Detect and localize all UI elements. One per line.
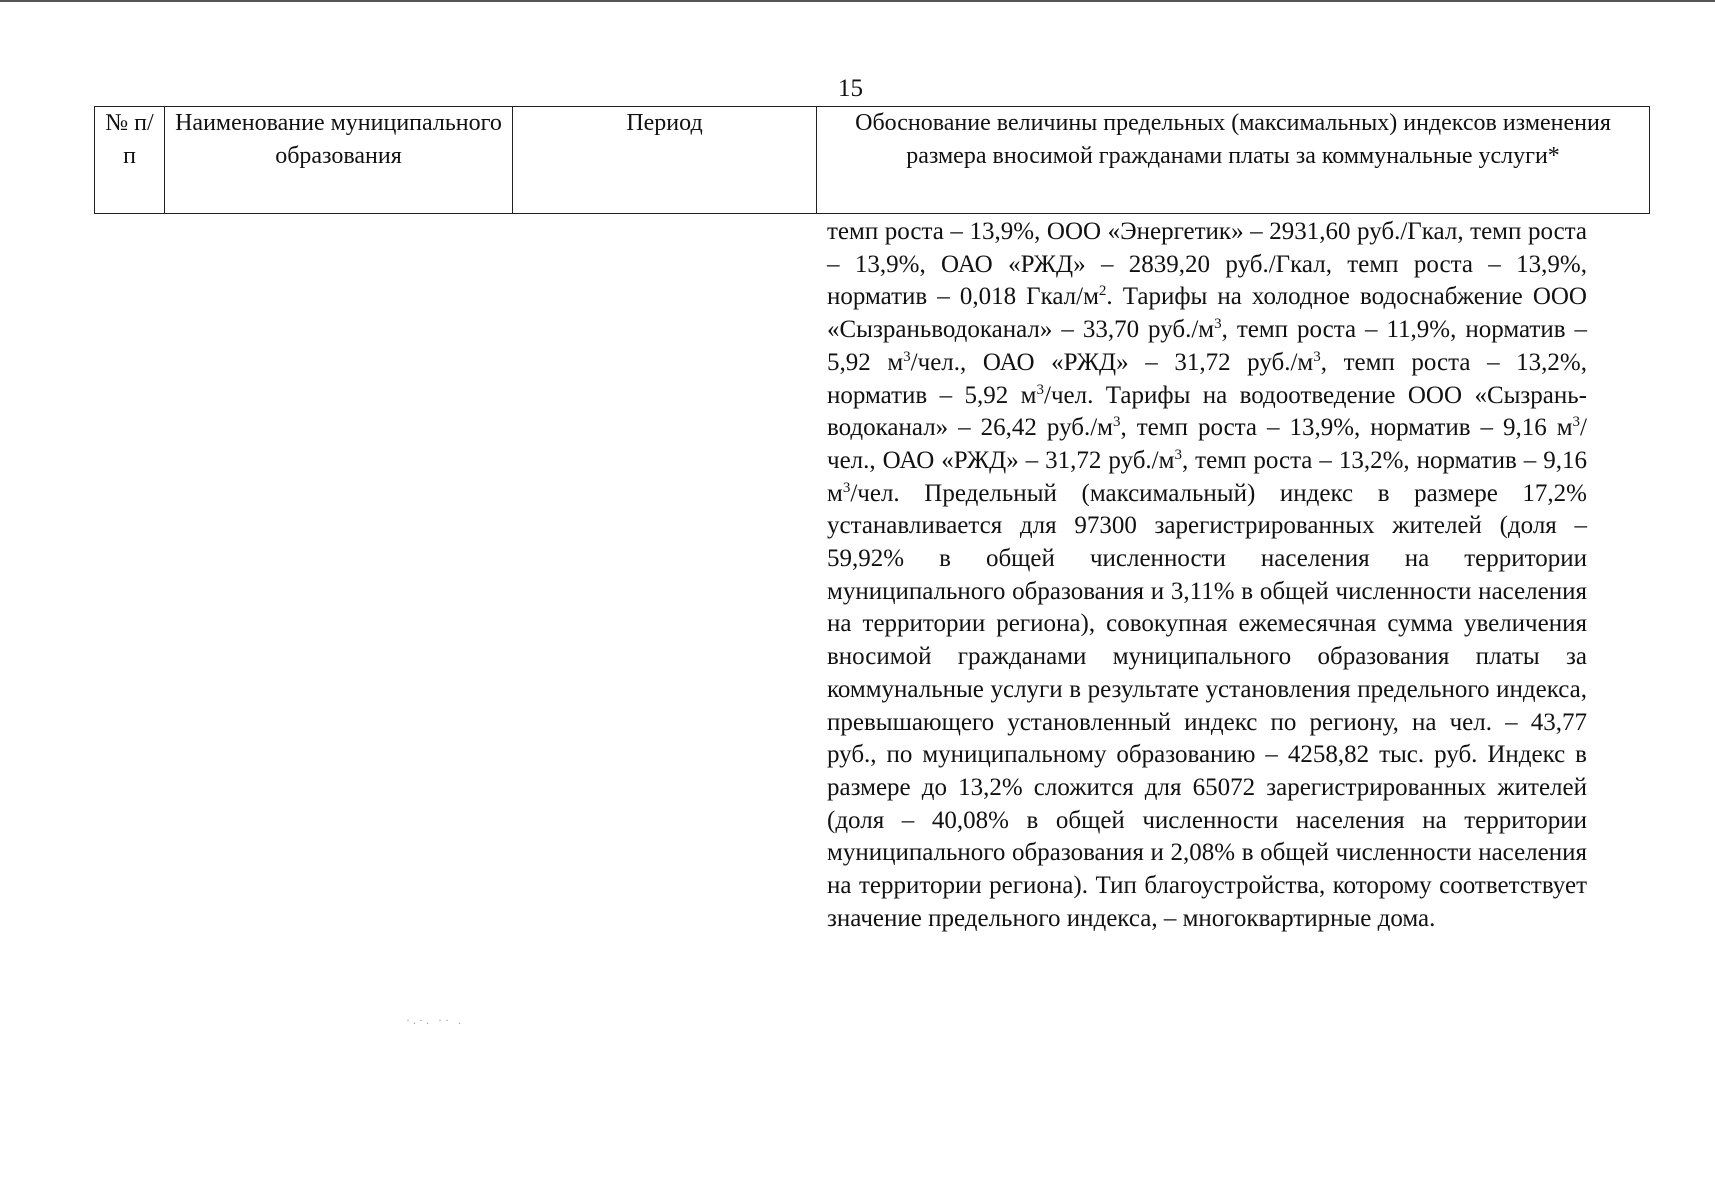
text-segment: /чел. Тарифы на водоотведение ООО «Сызраньводоканал» – 26,42 руб./м: [827, 381, 1587, 442]
text-segment: , темп роста – 11,9%, норматив – 5,92 м: [827, 316, 1588, 376]
header-cell-period: Период: [513, 107, 817, 214]
text-segment: /чел., ОАО «РЖД» – 31,72 руб./м: [827, 414, 1587, 474]
header-cell-name: Наименование муниципального образования: [165, 107, 513, 214]
header-cell-justification: Обоснование величины предельных (максимальных) индексов изменения размера вносимой гражданами платы за коммунальные услуги*: [817, 107, 1650, 214]
superscript: 3: [1112, 414, 1121, 431]
text-segment: /чел. Предельный (максимальный) индекс в размере 17,2% устанавливается для 97300 зарегистрированных жителей (доля – 59,92% в общей численности населения на территории муниципального образования и 3,11% в общей численности населения на территории региона), совокупная ежемесячная сумма увеличения вносимой гражданами муниципального образования платы за коммунальные услуги в результате установления предельного индекса, превышающего установленный индекс по региону, на чел. – 43,77 руб., по муниципальному образованию – 4258,82 тыс. руб. Индекс в размере до 13,2% сложится для 65072 зарегистрированных жителей (доля – 40,08% в общей численности населения на территории муниципального образования и 2,08% в общей численности населения на территории региона). Тип благоустройства, которому соответствует значение предельного индекса, – многоквартирные дома.: [827, 479, 1587, 932]
superscript: 3: [1572, 414, 1581, 431]
page-number: 15: [838, 75, 863, 102]
scan-edge: [0, 0, 1715, 2]
superscript: 3: [1036, 381, 1044, 398]
superscript: 3: [903, 348, 911, 365]
scan-noise: ·.·. ·· .: [406, 1013, 464, 1027]
superscript: 3: [1174, 446, 1182, 463]
text-segment: , темп роста – 13,9%, норматив – 9,16 м: [1120, 414, 1573, 442]
text-segment: темп роста – 13,9%, ООО «Энергетик» – 2931,60 руб./Гкал, темп роста – 13,9%, ОАО «РЖД» – 2839,20 руб./Гкал, темп роста – 13,9%, норматив – 0,018 Гкал/м: [827, 218, 1587, 311]
text-segment: /чел., ОАО «РЖД» – 31,72 руб./м: [910, 348, 1314, 376]
superscript: 3: [1214, 316, 1222, 333]
header-cell-number: № п/п: [95, 107, 165, 214]
text-segment: . Тарифы на холодное водоснабжение ООО «Сызраньводоканал» – 33,70 руб./м: [827, 283, 1587, 344]
header-row: [95, 107, 1650, 214]
superscript: 2: [1098, 283, 1107, 300]
justification-text: [827, 216, 1587, 935]
superscript: 3: [1313, 348, 1321, 365]
text-segment: , темп роста – 13,2%, норматив – 5,92 м: [827, 348, 1587, 409]
header-table: [94, 106, 1650, 214]
superscript: 3: [842, 479, 851, 496]
text-segment: , темп роста – 13,2%, норматив – 9,16 м: [827, 446, 1587, 507]
